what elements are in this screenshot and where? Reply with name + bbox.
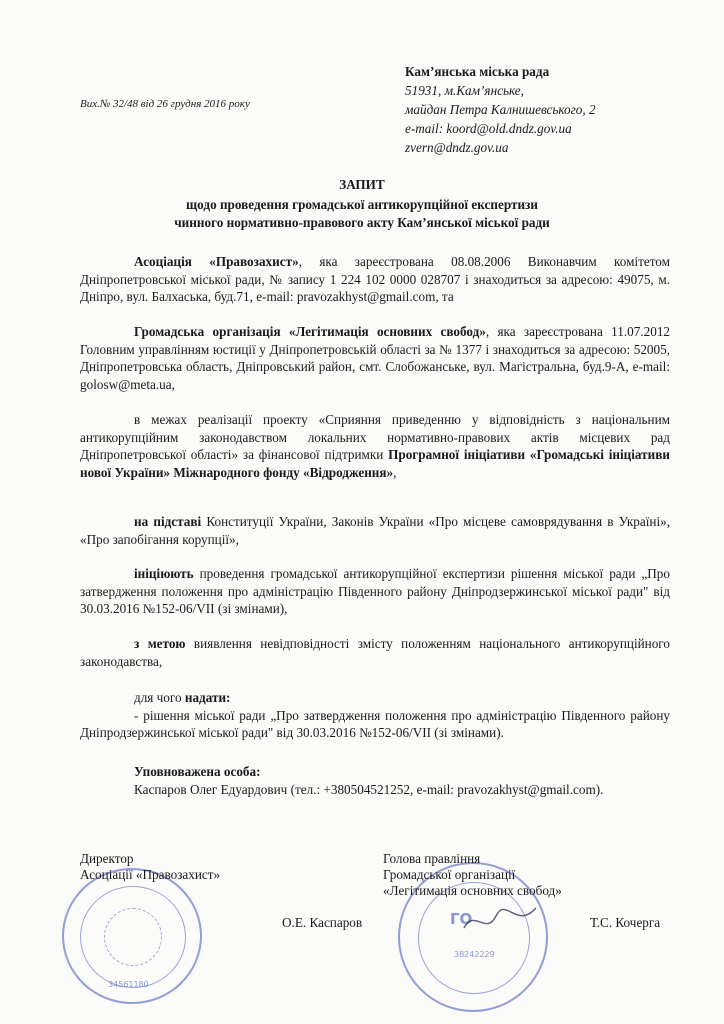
right-stamp: ГО 38242229 xyxy=(398,862,548,1012)
contact-text: Каспаров Олег Едуардович (тел.: +380504521252, e-mail: pravozakhyst@gmail.com). xyxy=(134,781,604,797)
doc-title: ЗАПИТ xyxy=(339,177,385,192)
paragraph-1: Асоціація «Правозахист», яка зареєстрована 08.08.2006 Виконавчим комітетом Дніпропетровської міської ради, № запису 1 224 102 0000 028707 і знаходиться за адресою: 49075, м. Дніпро, вул. Балхаська, буд.71, e-mail: pravozakhyst@gmail.com, та xyxy=(80,254,670,304)
signer-right: Голова правління Громадської організації «Легітимація основних свобод» xyxy=(383,851,562,898)
contact-label: Уповноважена особа: xyxy=(134,764,261,779)
signature-icon xyxy=(460,902,540,942)
contact-block xyxy=(80,763,670,798)
paragraph-3: в межах реалізації проекту «Сприяння приведенню у відповідність з національним антикорупційним законодавством локальних нормативно-правових актів місцевих рад Дніпропетровської області» за фінансової підтримки Програмної ініціативи «Громадські ініціативи нової України» Міжнародного фонду «Відродження», xyxy=(80,412,670,480)
doc-subtitle-1: щодо проведення громадської антикорупційної експертизи xyxy=(186,197,538,212)
signer-left: Директор Асоціації «Правозахист» xyxy=(80,851,221,882)
signer-left-name: О.Е. Каспаров xyxy=(282,915,363,930)
recipient-line: e-mail: koord@old.dndz.gov.ua xyxy=(405,121,572,136)
recipient-block xyxy=(405,62,596,157)
signer-right-name: Т.С. Кочерга xyxy=(590,915,661,930)
paragraph-7: для чого надати: - рішення міської ради „Про затвердження положення про адміністрацію Південного району Дніпродзержинської міської ради" від 30.03.2016 №152-06/VII (зі змінами). xyxy=(80,690,670,740)
paragraph-5: ініціюють проведення громадської антикорупційної експертизи рішення міської ради „Про затвердження положення про адміністрацію Південного району Дніпродзержинської міської ради" від 30.03.2016 №152-06/VII (зі змінами), xyxy=(80,566,670,616)
paragraph-2: Громадська організація «Легітимація основних свобод», яка зареєстрована 11.07.2012 Головним управлінням юстиції у Дніпропетровській області за № 1377 і знаходиться за адресою: 52005, Дніпропетровська область, Дніпровський район, смт. Слобожанське, вул. Магістральна, буд.9-А, e-mail: golosw@meta.ua, xyxy=(80,324,671,392)
paragraph-6: з метою виявлення невідповідності змісту положенням національного антикорупційного законодавства, xyxy=(80,636,670,669)
outgoing-number: Вих.№ 32/48 від 26 грудня 2016 року xyxy=(80,98,250,110)
doc-subtitle-2: чинного нормативно-правового акту Кам’янської міської ради xyxy=(174,215,550,230)
paragraph-4: на підставі Конституції України, Законів України «Про місцеве самоврядування в Україні», «Про запобігання корупції», xyxy=(80,514,671,547)
recipient-line: zvern@dndz.gov.ua xyxy=(405,140,509,155)
recipient-name: Кам’янська міська рада xyxy=(405,64,550,79)
left-stamp: 34561180 xyxy=(62,868,202,1004)
recipient-line: 51931, м.Кам’янське, xyxy=(405,83,524,98)
recipient-line: майдан Петра Калнишевського, 2 xyxy=(405,102,596,117)
